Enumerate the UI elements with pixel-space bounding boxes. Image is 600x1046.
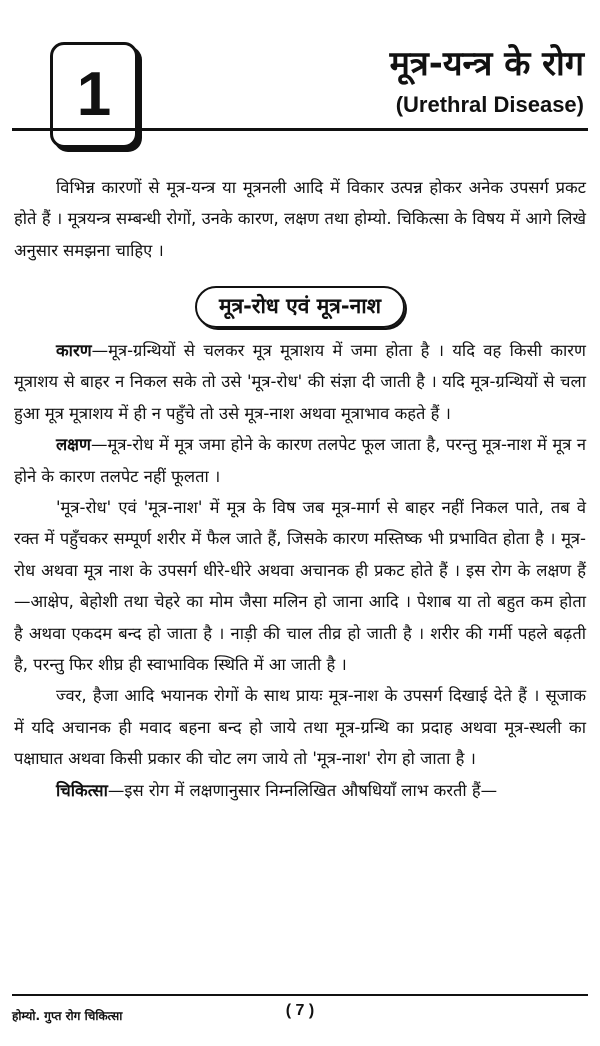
treatment-label: चिकित्सा bbox=[56, 780, 108, 800]
section-body bbox=[14, 335, 586, 806]
section-heading: मूत्र-रोध एवं मूत्र-नाश bbox=[195, 286, 405, 328]
chapter-number: 1 bbox=[76, 60, 112, 129]
page-number: ( 7 ) bbox=[285, 1002, 315, 1019]
footer-divider bbox=[12, 994, 588, 996]
intro-block bbox=[14, 172, 586, 266]
cause-text: —मूत्र-ग्रन्थियों से चलकर मूत्र मूत्राशय में जमा होता है । यदि वह किसी कारण मूत्राशय से बाहर न निकल सके तो उसे 'मूत्र-रोध' की संज्ञा दी जाती है । यदि मूत्र-ग्रन्थियों से चला हुआ मूत्र मूत्राशय में ही न पहुँचे तो उसे मूत्र-नाश अथवा मूत्राभाव कहते हैं । bbox=[14, 341, 586, 423]
header-divider bbox=[12, 128, 588, 131]
treatment-text: —इस रोग में लक्षणानुसार निम्नलिखित औषधियाँ लाभ करती हैं— bbox=[107, 780, 498, 800]
effects-paragraph: 'मूत्र-रोध' एवं 'मूत्र-नाश' में मूत्र के विष जब मूत्र-मार्ग से बाहर नहीं निकल पाते, तब वे रक्त में पहुँचकर सम्पूर्ण शरीर में फैल जाते हैं, जिसके कारण मस्तिष्क भी प्रभावित होता है । मूत्र-रोध अथवा मूत्र नाश के उपसर्ग धीरे-धीरे अथवा अचानक ही प्रकट होते हैं । इस रोग के लक्षण हैं—आक्षेप, बेहोशी तथा चेहरे का मोम जैसा मलिन हो जाना आदि । पेशाब या तो बहुत कम होता है अथवा एकदम बन्द हो जाता है । नाड़ी की चाल तीव्र हो जाती है । शरीर की गर्मी पहले बढ़ती है, परन्तु फिर शीघ्र ही स्वाभाविक स्थिति में आ जाती है । bbox=[14, 498, 586, 675]
symptoms-label: लक्षण bbox=[56, 435, 91, 455]
chapter-title-english: (Urethral Disease) bbox=[395, 92, 584, 117]
symptoms-paragraph bbox=[14, 429, 586, 492]
symptoms-text: —मूत्र-रोध में मूत्र जमा होने के कारण तलपेट फूल जाता है, परन्तु मूत्र-नाश में मूत्र न होने के कारण तलपेट नहीं फूलता । bbox=[14, 435, 586, 486]
footer-book-title: होम्यो. गुप्त रोग चिकित्सा bbox=[12, 1009, 123, 1023]
cause-label: कारण bbox=[56, 341, 92, 360]
section-heading-wrap bbox=[0, 286, 600, 328]
occurrence-paragraph: ज्वर, हैजा आदि भयानक रोगों के साथ प्रायः मूत्र-नाश के उपसर्ग दिखाई देते हैं । सूजाक में यदि अचानक ही मवाद बहना बन्द हो जाये तथा मूत्र-ग्रन्थि का प्रदाह अथवा मूत्र-स्थली का पक्षाघात अथवा किसी प्रकार की चोट लग जाये तो 'मूत्र-नाश' रोग हो जाता है । bbox=[14, 686, 586, 769]
treatment-paragraph bbox=[14, 775, 586, 806]
chapter-number-box bbox=[50, 42, 138, 148]
cause-paragraph bbox=[14, 335, 586, 429]
intro-paragraph: विभिन्न कारणों से मूत्र-यन्त्र या मूत्रनली आदि में विकार उत्पन्न होकर अनेक उपसर्ग प्रकट होते हैं । मूत्रयन्त्र सम्बन्धी रोगों, उनके कारण, लक्षण तथा होम्यो. चिकित्सा के विषय में आगे लिखे अनुसार समझना चाहिए । bbox=[14, 178, 586, 260]
chapter-title-hindi: मूत्र-यन्त्र के रोग bbox=[389, 44, 584, 84]
